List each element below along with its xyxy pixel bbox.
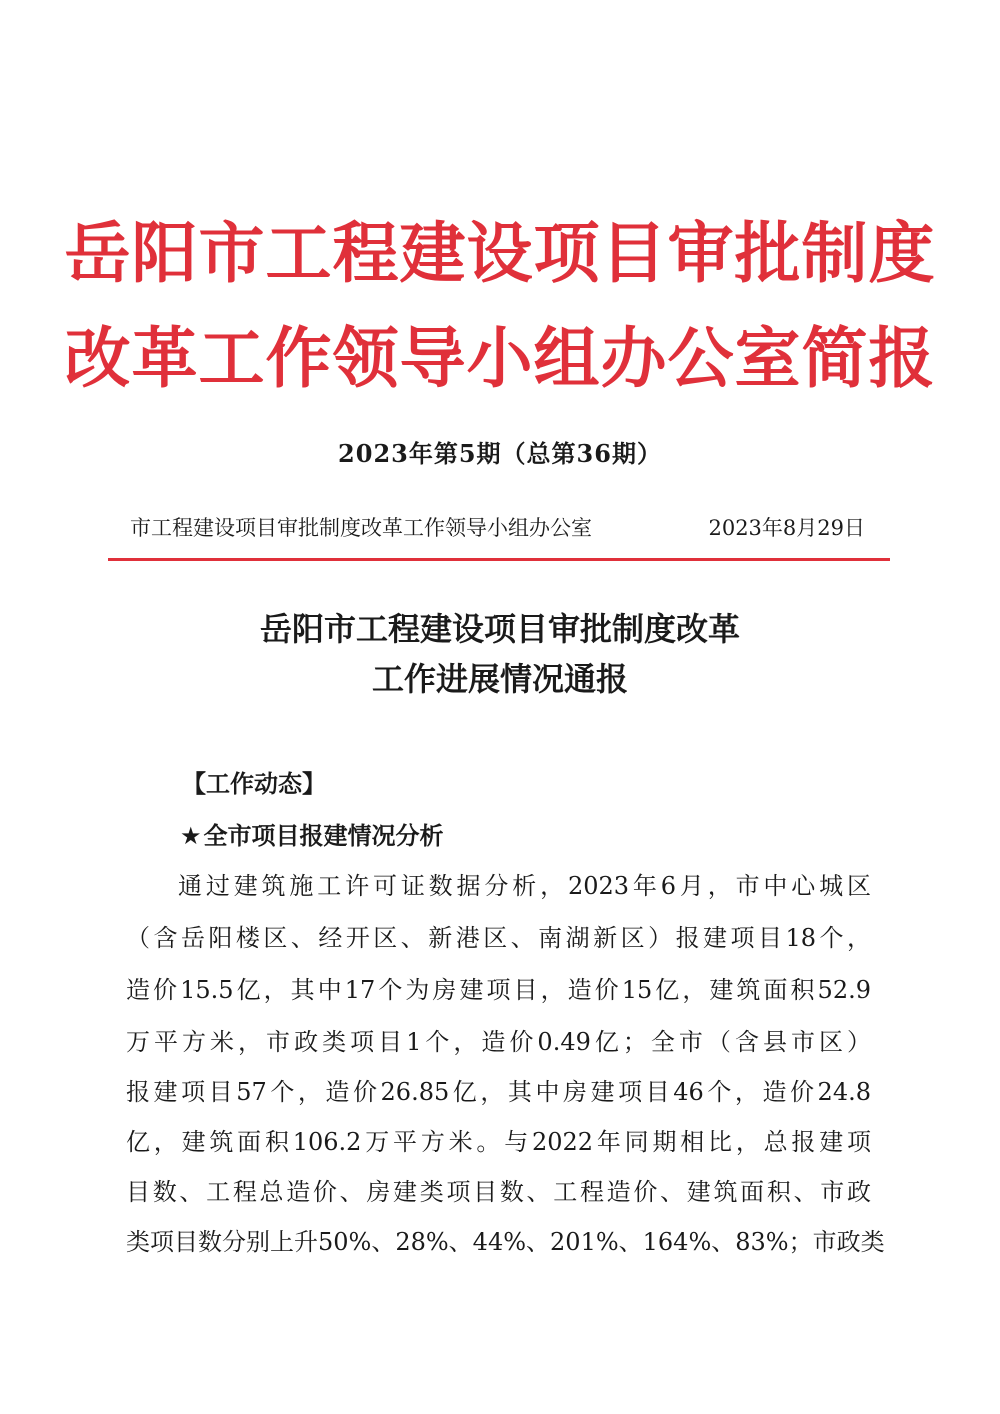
paragraph-line: 造价15.5亿，其中17个为房建项目，造价15亿，建筑面积52.9 <box>126 976 871 1004</box>
star-icon: ★ <box>180 822 202 850</box>
paragraph-line: （含岳阳楼区、经开区、新港区、南湖新区）报建项目18个， <box>126 924 871 952</box>
masthead-title-line-2: 改革工作领导小组办公室简报 <box>64 319 936 397</box>
subsection-heading-text: 全市项目报建情况分析 <box>203 821 444 850</box>
section-heading: 【工作动态】 <box>182 770 326 798</box>
paragraph-line: 类项目数分别上升50%、28%、44%、201%、164%、83%；市政类 <box>126 1228 885 1256</box>
document-title-line-2: 工作进展情况通报 <box>371 660 628 698</box>
issue-date: 2023年8月29日 <box>708 516 865 540</box>
issuing-office: 市工程建设项目审批制度改革工作领导小组办公室 <box>130 516 592 540</box>
paragraph-line: 目数、工程总造价、房建类项目数、工程造价、建筑面积、市政 <box>126 1178 871 1206</box>
paragraph-line: 通过建筑施工许可证数据分析，2023年6月，市中心城区 <box>178 872 871 900</box>
subsection-heading <box>180 816 444 851</box>
red-divider <box>108 558 890 561</box>
issuer-row <box>130 512 865 544</box>
masthead-title-line-1: 岳阳市工程建设项目审批制度 <box>64 214 936 292</box>
paragraph-line: 报建项目57个，造价26.85亿，其中房建项目46个，造价24.8 <box>126 1078 871 1106</box>
issue-number: 2023年第5期（总第36期） <box>338 439 662 468</box>
paragraph-line: 亿，建筑面积106.2万平方米。与2022年同期相比，总报建项 <box>126 1128 871 1156</box>
document-title-line-1: 岳阳市工程建设项目审批制度改革 <box>259 610 740 648</box>
paragraph-line: 万平方米，市政类项目1个，造价0.49亿；全市（含县市区） <box>126 1028 871 1056</box>
